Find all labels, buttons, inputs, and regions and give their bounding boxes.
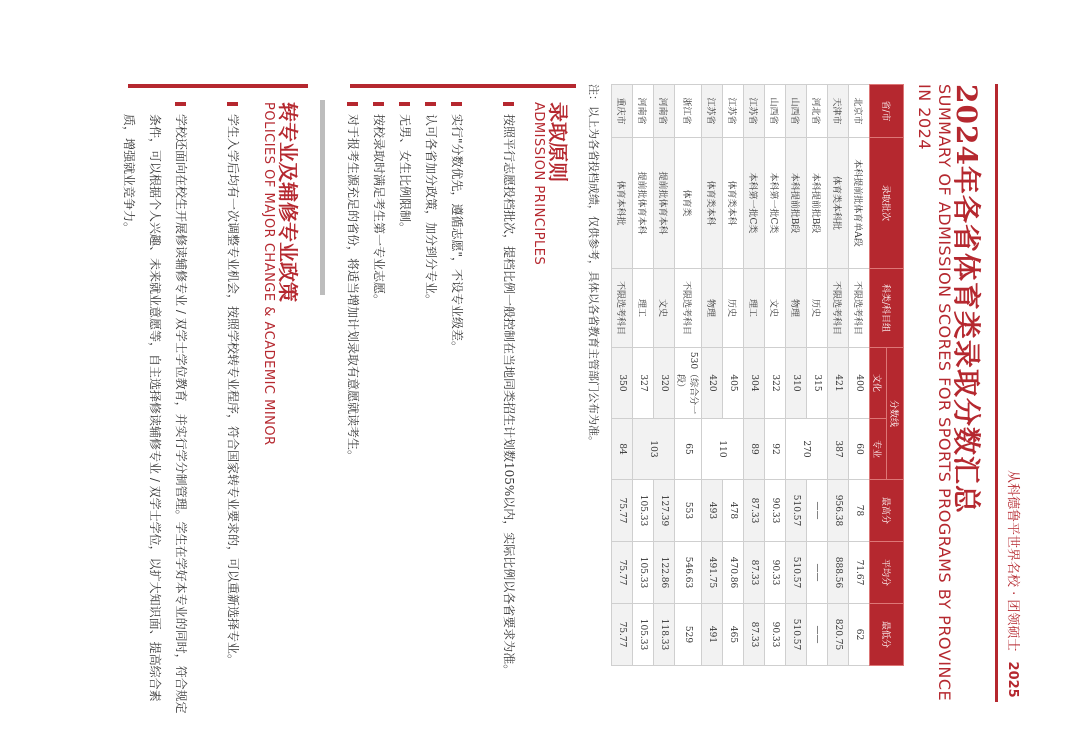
cell-min: 118.33 — [654, 604, 675, 666]
table-row — [702, 85, 723, 666]
admission-bullet — [347, 102, 358, 106]
cell-max: 956.38 — [828, 480, 849, 542]
cell-subject: 不限选考科目 — [828, 269, 849, 348]
cell-subject: 理工 — [633, 269, 654, 348]
table-row — [654, 85, 675, 666]
cell-max: 553 — [675, 480, 702, 542]
page-title-cn: 2024年各省体育类录取分数汇总 — [950, 84, 983, 514]
admission-bullet — [425, 102, 436, 106]
cell-major: 65 — [675, 419, 702, 480]
cell-min: 62 — [849, 604, 870, 666]
col-subject: 科类/科目组 — [870, 269, 904, 348]
cell-culture: 405 — [723, 348, 744, 419]
table-row — [675, 85, 702, 666]
admission-bullet — [451, 102, 462, 106]
policy-item: 学生入学后均有一次调整专业机会，按照学校转专业程序，符合国家转专业要求的，可以重新选择专业。 — [226, 114, 240, 667]
cell-min: 75.77 — [612, 604, 633, 666]
cell-province: 山西省 — [765, 85, 786, 138]
cell-avg: 71.67 — [849, 542, 870, 604]
table-row — [744, 85, 765, 666]
header-series — [1005, 470, 1024, 698]
cell-culture: 320 — [654, 348, 675, 419]
cell-subject: 文史 — [654, 269, 675, 348]
admission-item: 认可各省加分政策，加分到分专业。 — [424, 114, 438, 307]
header-year: 2025 — [1005, 661, 1020, 698]
cell-batch: 提前批体育本科 — [654, 138, 675, 269]
admission-item: 无男、女生比例限制。 — [398, 114, 412, 235]
table-row — [723, 85, 744, 666]
cell-batch: 本科第一批C类 — [765, 138, 786, 269]
scores-table — [611, 84, 904, 666]
cell-batch: 本科提前批B段 — [807, 138, 828, 269]
admission-item: 对于报考生源充足的省份，将适当增加计划录取有意愿就读考生。 — [346, 114, 360, 463]
cell-province: 河南省 — [654, 85, 675, 138]
table-row — [765, 85, 786, 666]
col-avg: 平均分 — [870, 542, 904, 604]
cell-batch: 体育类 — [675, 138, 702, 269]
cell-major: 103 — [633, 419, 675, 480]
header-rule — [995, 84, 998, 702]
cell-province: 山西省 — [786, 85, 807, 138]
cell-province: 河南省 — [633, 85, 654, 138]
col-scoreline: 分数线 — [887, 348, 904, 480]
cell-avg: 105.33 — [633, 542, 654, 604]
cell-culture: 315 — [807, 348, 828, 419]
cell-major: 387 — [828, 419, 849, 480]
cell-culture: 310 — [786, 348, 807, 419]
cell-avg: 546.63 — [675, 542, 702, 604]
cell-culture: 327 — [633, 348, 654, 419]
table-row — [612, 85, 633, 666]
cell-min: 87.33 — [744, 604, 765, 666]
cell-culture: 350 — [612, 348, 633, 419]
cell-province: 浙江省 — [675, 85, 702, 138]
table-row — [786, 85, 807, 666]
cell-province: 北京市 — [849, 85, 870, 138]
cell-major: 110 — [702, 419, 744, 480]
policy-title-cn: 转专业及辅修专业政策 — [276, 102, 300, 302]
cell-avg: 122.86 — [654, 542, 675, 604]
cell-max: 493 — [702, 480, 723, 542]
cell-min: 510.57 — [786, 604, 807, 666]
cell-avg: 87.33 — [744, 542, 765, 604]
cell-major: 84 — [612, 419, 633, 480]
admission-title-en: ADMISSION PRINCIPLES — [531, 102, 546, 266]
cell-min: 820.75 — [828, 604, 849, 666]
cell-max: 105.33 — [633, 480, 654, 542]
cell-batch: 本科提前批B段 — [786, 138, 807, 269]
header-series-text: 从科德鲁平世界名校 · 团领硕士 — [1005, 470, 1020, 652]
cell-avg: 75.77 — [612, 542, 633, 604]
cell-max: 87.33 — [744, 480, 765, 542]
cell-batch: 体育类本科 — [723, 138, 744, 269]
cell-province: 江苏省 — [702, 85, 723, 138]
admission-bullet — [399, 102, 410, 106]
policy-title-en: POLICIES OF MAJOR CHANGE & ACADEMIC MINOR — [261, 102, 276, 446]
cell-min: 465 — [723, 604, 744, 666]
policy-accent-bar — [128, 84, 308, 88]
cell-subject: 不限选考科目 — [849, 269, 870, 348]
cell-province: 江苏省 — [723, 85, 744, 138]
cell-major: 89 — [744, 419, 765, 480]
cell-subject: 不限选考科目 — [612, 269, 633, 348]
cell-min: 529 — [675, 604, 702, 666]
cell-major: 60 — [849, 419, 870, 480]
cell-max: 478 — [723, 480, 744, 542]
table-header-row — [887, 85, 904, 666]
cell-major: 270 — [786, 419, 828, 480]
admission-accent-bar — [350, 84, 576, 88]
cell-avg: 470.86 — [723, 542, 744, 604]
policy-item: 学校还面向在校生开展修读辅修专业 / 双学士学位教育，并实行学分制管理。学生在学好本专业的同时，符合规定条件，可以根据个人兴趣、未来就业意愿等，自主选择修读辅修专业 / 双学士学位，以扩大知识面、提高综合素质，增强就业竞争力。 — [122, 114, 188, 714]
table-note: 注：以上为各省投档成绩，仅供参考，具体以各省教育主管部门公布为准。 — [587, 84, 600, 447]
cell-max: 510.57 — [786, 480, 807, 542]
cell-max: 78 — [849, 480, 870, 542]
cell-culture: 400 — [849, 348, 870, 419]
cell-province: 天津市 — [828, 85, 849, 138]
admission-bullet — [373, 102, 384, 106]
cell-batch: 本科提前批体育单A段 — [849, 138, 870, 269]
col-province: 省/市 — [870, 85, 904, 138]
cell-min: 105.33 — [633, 604, 654, 666]
cell-avg: 888.56 — [828, 542, 849, 604]
cell-major: 92 — [765, 419, 786, 480]
cell-subject: 不限选考科目 — [675, 269, 702, 348]
section-divider — [320, 100, 325, 295]
admission-item: 按校录取时满足考生第一专业志愿。 — [372, 114, 386, 307]
policy-bullet — [175, 102, 186, 106]
cell-max: 90.33 — [765, 480, 786, 542]
col-major: 专业 — [870, 419, 887, 480]
cell-batch: 本科第一批C类 — [744, 138, 765, 269]
col-min: 最低分 — [870, 604, 904, 666]
cell-avg: 90.33 — [765, 542, 786, 604]
col-max: 最高分 — [870, 480, 904, 542]
col-culture: 文化 — [870, 348, 887, 419]
cell-province: 河北省 — [807, 85, 828, 138]
cell-max: —— — [807, 480, 828, 542]
policy-bullet — [227, 102, 238, 106]
cell-subject: 历史 — [723, 269, 744, 348]
admission-item: 按照平行志愿投档批次，提档比例一般控制在当地同类招生计划数105%以内，实际比例以各省要求为准。 — [502, 114, 516, 677]
cell-avg: 491.75 — [702, 542, 723, 604]
table-row — [828, 85, 849, 666]
cell-culture: 420 — [702, 348, 723, 419]
cell-min: —— — [807, 604, 828, 666]
admission-item: 实行"分数优先，遵循志愿"，不设专业级差。 — [450, 114, 464, 354]
cell-subject: 文史 — [765, 269, 786, 348]
cell-subject: 理工 — [744, 269, 765, 348]
table-row — [807, 85, 828, 666]
cell-subject: 物理 — [786, 269, 807, 348]
cell-culture: 530（综合分一段） — [675, 348, 702, 419]
cell-culture: 304 — [744, 348, 765, 419]
cell-max: 127.39 — [654, 480, 675, 542]
cell-subject: 历史 — [807, 269, 828, 348]
cell-avg: —— — [807, 542, 828, 604]
cell-batch: 体育类本科 — [702, 138, 723, 269]
cell-batch: 体育本科批 — [612, 138, 633, 269]
col-batch: 录取批次 — [870, 138, 904, 269]
admission-bullet — [503, 102, 514, 106]
page-title-en: SUMMARY OF ADMISSION SCORES FOR SPORTS PROGRAMS BY PROVINCE IN 2024 — [915, 84, 954, 702]
cell-max: 75.77 — [612, 480, 633, 542]
cell-province: 江苏省 — [744, 85, 765, 138]
cell-culture: 322 — [765, 348, 786, 419]
cell-min: 90.33 — [765, 604, 786, 666]
cell-min: 491 — [702, 604, 723, 666]
table-row — [849, 85, 870, 666]
table-row — [633, 85, 654, 666]
cell-province: 重庆市 — [612, 85, 633, 138]
cell-avg: 510.57 — [786, 542, 807, 604]
cell-culture: 421 — [828, 348, 849, 419]
cell-batch: 提前批体育本科 — [633, 138, 654, 269]
cell-subject: 物理 — [702, 269, 723, 348]
cell-batch: 体育类本科批 — [828, 138, 849, 269]
admission-title-cn: 录取原则 — [546, 102, 570, 182]
